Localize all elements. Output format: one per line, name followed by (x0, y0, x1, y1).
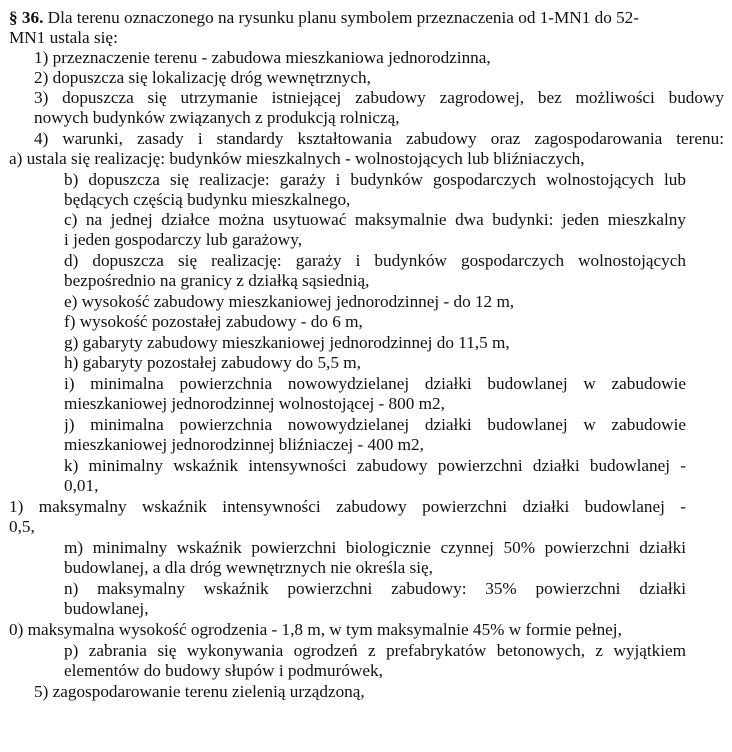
text-line: Dla terenu oznaczonego na rysunku planu symbolem przeznaczenia od 1-MN1 do 52- (47, 8, 640, 27)
text-line: i) minimalna powierzchnia nowowydzielanej działki budowlanej w zabudowie (64, 374, 686, 393)
text-line: j) minimalna powierzchnia nowowydzielanej działki budowlanej w zabudowie (64, 415, 686, 434)
text-line: d) dopuszcza się realizację: garaży i budynków gospodarczych wolnostojących (64, 251, 686, 270)
text-line: 4) warunki, zasady i standardy kształtowania zabudowy oraz zagospodarowania terenu: (34, 129, 724, 148)
text-line: p) zabrania się wykonywania ogrodzeń z prefabrykatów betonowych, z wyjątkiem (64, 641, 686, 660)
text-line: 0,5, (9, 517, 35, 536)
text-line: budowlanej, a dla dróg wewnętrznych nie określa się, (64, 558, 433, 577)
text-line: f) wysokość pozostałej zabudowy - do 6 m, (64, 312, 363, 331)
text-line: budowlanej, (64, 599, 149, 618)
text-line: h) gabaryty pozostałej zabudowy do 5,5 m, (64, 353, 361, 372)
text-line: będących częścią budynku mieszkalnego, (64, 190, 351, 209)
text-line: bezpośrednio na granicy z działką sąsiednią, (64, 271, 370, 290)
text-line: nowych budynków związanych z produkcją rolniczą, (34, 108, 400, 127)
paragraph-first-line (9, 8, 725, 28)
text-line: g) gabaryty zabudowy mieszkaniowej jednorodzinnej do 11,5 m, (64, 333, 510, 352)
text-line: 2) dopuszcza się lokalizację dróg wewnętrznych, (34, 68, 371, 87)
text-line: b) dopuszcza się realizacje: garaży i budynków gospodarczych wolnostojących lub (64, 170, 686, 189)
text-line: n) maksymalny wskaźnik powierzchni zabudowy: 35% powierzchni działki (64, 579, 686, 598)
paragraph-marker: § 36. (9, 8, 44, 27)
text-line: MN1 ustala się: (9, 28, 118, 47)
text-line: a) ustala się realizację: budynków mieszkalnych - wolnostojących lub bliźniaczych, (9, 149, 585, 168)
text-line: m) minimalny wskaźnik powierzchni biologicznie czynnej 50% powierzchni działki (64, 538, 686, 557)
text-line: elementów do budowy słupów i podmurówek, (64, 661, 383, 680)
text-line: c) na jednej działce można usytuować maksymalnie dwa budynki: jeden mieszkalny (64, 210, 686, 229)
text-line: e) wysokość zabudowy mieszkaniowej jednorodzinnej - do 12 m, (64, 292, 515, 311)
text-line: 3) dopuszcza się utrzymanie istniejącej zabudowy zagrodowej, bez możliwości budowy (34, 88, 724, 107)
text-line: 1) przeznaczenie terenu - zabudowa mieszkaniowa jednorodzinna, (34, 48, 491, 67)
text-line: 5) zagospodarowanie terenu zielenią urządzoną, (34, 682, 365, 701)
text-line: 1) maksymalny wskaźnik intensywności zabudowy powierzchni działki budowlanej - (9, 497, 686, 516)
text-line: i jeden gospodarczy lub garażowy, (64, 230, 302, 249)
text-line: 0) maksymalna wysokość ogrodzenia - 1,8 m, w tym maksymalnie 45% w formie pełnej, (9, 620, 622, 639)
text-line: 0,01, (64, 476, 99, 495)
text-line: k) minimalny wskaźnik intensywności zabudowy powierzchni działki budowlanej - (64, 456, 686, 475)
text-line: mieszkaniowej jednorodzinnej wolnostojącej - 800 m2, (64, 394, 445, 413)
text-line: mieszkaniowej jednorodzinnej bliźniaczej - 400 m2, (64, 435, 424, 454)
